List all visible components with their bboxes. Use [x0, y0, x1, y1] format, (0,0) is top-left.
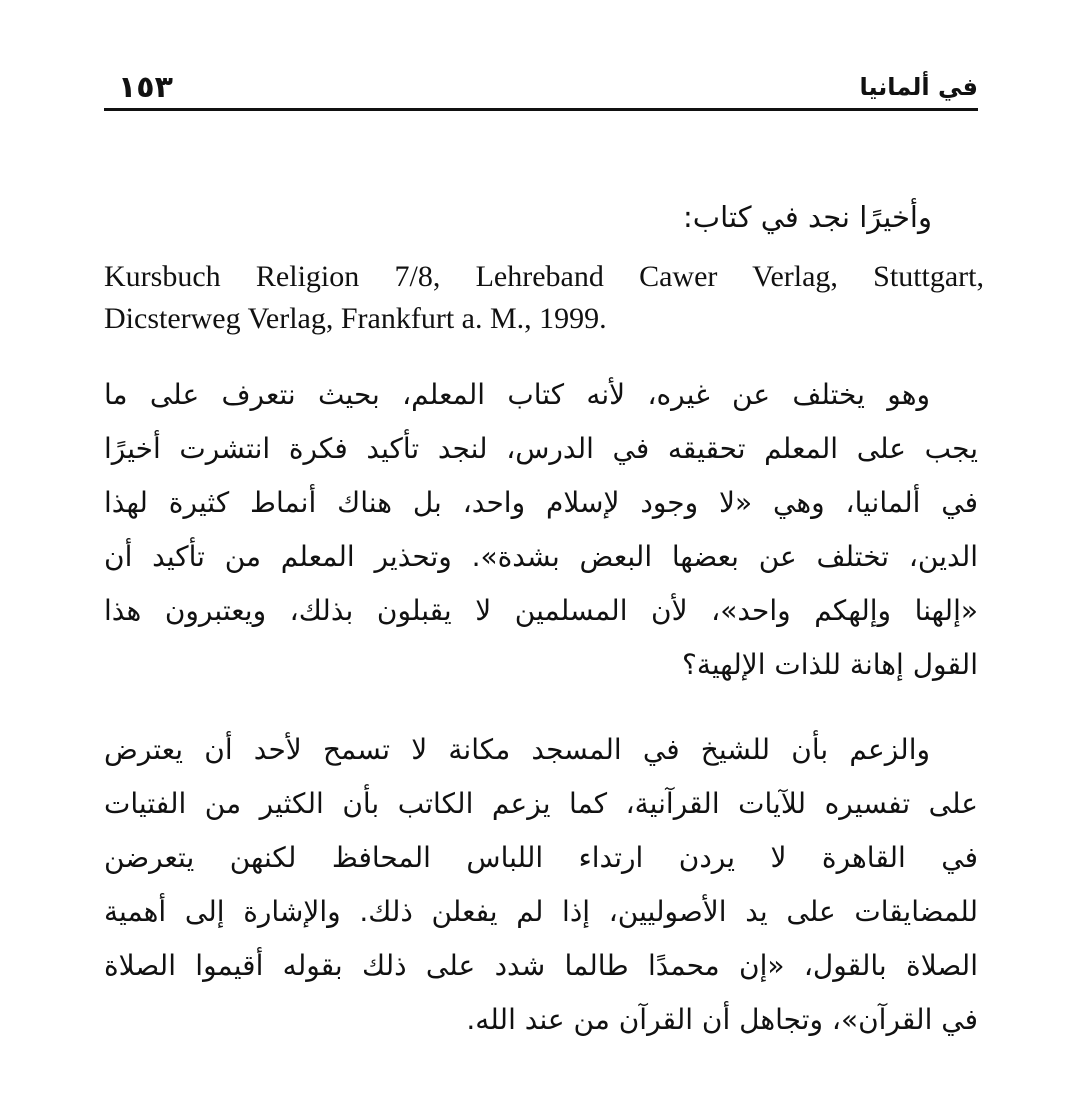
paragraph-line: في القرآن»، وتجاهل أن القرآن من عند الله.	[466, 1003, 978, 1036]
paragraph-line: للمضايقات على يد الأصوليين، إذا لم يفعلن ذلك. والإشارة إلى أهمية	[104, 895, 978, 928]
paragraph-line: الصلاة بالقول، «إن محمدًا طالما شدد على ذلك بقوله أقيموا الصلاة	[104, 949, 978, 982]
paragraph-line: يجب على المعلم تحقيقه في الدرس، لنجد تأكيد فكرة انتشرت أخيرًا	[104, 432, 978, 465]
paragraph-line: على تفسيره للآيات القرآنية، كما يزعم الكاتب بأن الكثير من الفتيات	[104, 787, 978, 820]
page-number: ١٥٣	[118, 70, 173, 105]
book-reference	[104, 256, 984, 340]
paragraph-1	[104, 368, 978, 692]
running-title: في ألمانيا	[859, 73, 978, 101]
paragraph-line: والزعم بأن للشيخ في المسجد مكانة لا تسمح لأحد أن يعترض	[104, 733, 930, 766]
book-reference-line: Dicsterweg Verlag, Frankfurt a. M., 1999.	[104, 302, 607, 335]
page-header	[104, 64, 978, 111]
paragraph-line: في ألمانيا، وهي «لا وجود لإسلام واحد، بل هناك أنماط كثيرة لهذا	[104, 486, 978, 519]
paragraph-line: «إلهنا وإلهكم واحد»، لأن المسلمين لا يقبلون بذلك، ويعتبرون هذا	[104, 594, 978, 627]
paragraph-line: وهو يختلف عن غيره، لأنه كتاب المعلم، بحيث نتعرف على ما	[104, 378, 930, 411]
paragraph-line: الدين، تختلف عن بعضها البعض بشدة». وتحذير المعلم من تأكيد أن	[104, 540, 978, 573]
paragraph-2	[104, 723, 978, 1047]
paragraph-line: في القاهرة لا يردن ارتداء اللباس المحافظ لكنهن يتعرضن	[104, 841, 978, 874]
book-reference-line: Kursbuch Religion 7/8, Lehreband Cawer Verlag, Stuttgart,	[104, 260, 984, 293]
lead-sentence: وأخيرًا نجد في كتاب:	[683, 200, 932, 234]
paragraph-line: القول إهانة للذات الإلهية؟	[681, 648, 978, 681]
